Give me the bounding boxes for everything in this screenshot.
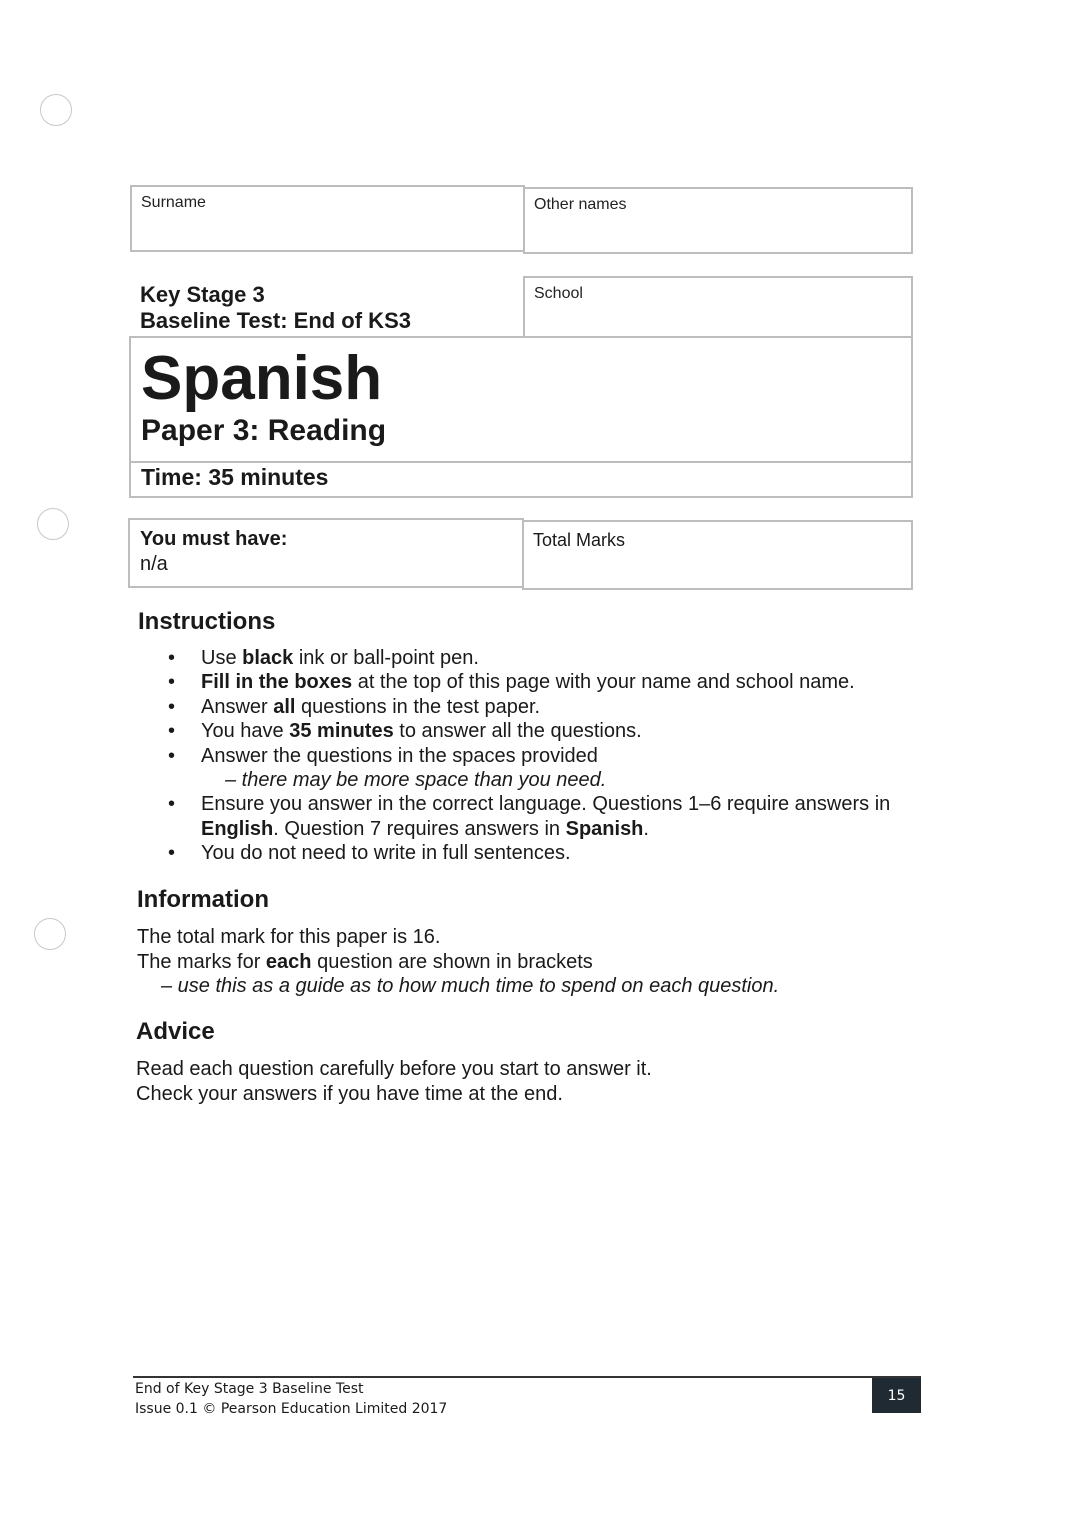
information-heading: Information [137, 886, 269, 913]
footer-line-2: Issue 0.1 © Pearson Education Limited 2017 [135, 1401, 448, 1417]
school-box[interactable] [523, 276, 913, 338]
instructions-heading: Instructions [138, 608, 276, 635]
advice-heading: Advice [136, 1018, 215, 1045]
instructions-list [168, 646, 928, 866]
list-item: • You have 35 minutes to answer all the questions. [168, 719, 928, 743]
punch-hole-top [40, 94, 72, 126]
page-number: 15 [887, 1387, 906, 1404]
key-stage-heading [140, 282, 411, 334]
surname-box[interactable] [130, 185, 525, 252]
other-names-box[interactable] [523, 187, 913, 254]
title-divider [131, 461, 911, 463]
page-number-badge [872, 1378, 921, 1413]
subject-title: Spanish [141, 344, 383, 413]
other-names-label: Other names [534, 196, 627, 213]
must-have-value: n/a [140, 553, 168, 575]
time-allowed: Time: 35 minutes [141, 464, 329, 490]
advice-line: Check your answers if you have time at the end. [136, 1082, 563, 1105]
information-note: – use this as a guide as to how much time to spend on each question. [161, 975, 780, 998]
information-line: The total mark for this paper is 16. [137, 926, 441, 948]
punch-hole-bottom [34, 918, 66, 950]
list-item: • Ensure you answer in the correct language. Questions 1–6 require answers in English. Question 7 requires answers in Spanish. [168, 792, 928, 841]
list-item: • You do not need to write in full sentences. [168, 841, 928, 865]
title-box [129, 336, 913, 498]
must-have-label: You must have: [140, 528, 288, 550]
school-label: School [534, 285, 583, 302]
footer-rule [133, 1376, 921, 1378]
must-have-box [128, 518, 524, 588]
advice-text [136, 1057, 652, 1106]
baseline-test: Baseline Test: End of KS3 [140, 308, 411, 333]
key-stage: Key Stage 3 [140, 282, 265, 307]
total-marks-box[interactable] [522, 520, 913, 590]
advice-line: Read each question carefully before you start to answer it. [136, 1058, 652, 1080]
footer-line-1: End of Key Stage 3 Baseline Test [135, 1381, 364, 1397]
paper-title: Paper 3: Reading [141, 414, 387, 447]
list-item: • Fill in the boxes at the top of this page with your name and school name. [168, 670, 928, 694]
list-item-note: – there may be more space than you need. [225, 769, 607, 792]
total-marks-label: Total Marks [533, 530, 626, 550]
list-item: • Answer all questions in the test paper. [168, 695, 928, 719]
information-line: The marks for each question are shown in brackets [137, 950, 593, 973]
surname-label: Surname [141, 194, 206, 211]
punch-hole-middle [37, 508, 69, 540]
information-text [137, 925, 779, 999]
list-item: • Answer the questions in the spaces provided – there may be more space than you need. [168, 744, 928, 793]
list-item: • Use black ink or ball-point pen. [168, 646, 928, 670]
